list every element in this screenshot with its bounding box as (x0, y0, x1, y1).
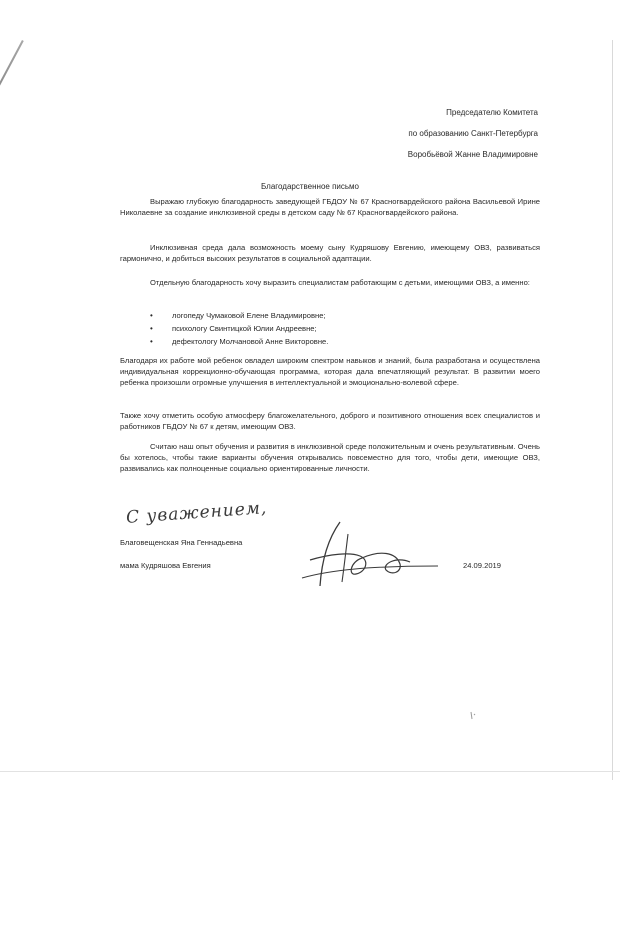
handwritten-signature (300, 516, 440, 596)
specialists-list (150, 309, 510, 348)
letter-title: Благодарственное письмо (260, 182, 359, 191)
addressee-line: Воробьёвой Жанне Владимировне (407, 150, 538, 159)
handwritten-closing: С уважением, (125, 498, 268, 528)
paragraph-gratitude: Выражаю глубокую благодарность заведующей ГБДОУ № 67 Красногвардейского района Васильевой Ирине Николаевне за создание инклюзивной среды в детском саду № 67 Красногвардейского района. (120, 197, 540, 217)
list-item: • дефектологу Молчановой Анне Викторовне. (150, 335, 510, 348)
scan-speck (468, 710, 478, 722)
list-item: • логопеду Чумаковой Елене Владимировне; (150, 309, 510, 322)
paragraph-atmosphere: Также хочу отметить особую атмосферу благожелательного, доброго и позитивного отношения всех специалистов и работников ГБДОУ № 67 к детям, имеющим ОВЗ. (120, 411, 540, 431)
signer-role: мама Кудряшова Евгения (120, 561, 211, 570)
addressee-block (408, 102, 538, 165)
list-item: • психологу Свинтицкой Юлии Андреевне; (150, 322, 510, 335)
letter-date: 24.09.2019 (463, 561, 502, 570)
addressee-line: Председателю Комитета (446, 108, 538, 117)
signer-name: Благовещенская Яна Геннадьевна (120, 538, 243, 547)
scan-artifact-bottom-edge (0, 771, 620, 772)
paragraph-conclusion: Считаю наш опыт обучения и развития в инклюзивной среде положительным и очень результативным. Очень бы хотелось, чтобы такие варианты обучения открывались повсеместно для того, чтобы дети, имеющие ОВЗ, развивались как полноценные социально ориентированные личности. (120, 442, 540, 473)
addressee-line: по образованию Санкт-Петербурга (408, 129, 538, 138)
paragraph-results: Благодаря их работе мой ребенок овладел широким спектром навыков и знаний, была разработана и осуществлена индивидуальная коррекционно-обучающая программа, которая дала впечатляющий результат. В развитии моего ребенка произошли огромные улучшения в интеллектуальной и эмоционально-волевой сфере. (120, 356, 540, 387)
scan-artifact-edge (612, 40, 613, 780)
paragraph-specialists-intro: Отдельную благодарность хочу выразить специалистам работающим с детьми, имеющими ОВЗ, а именно: (150, 278, 530, 287)
paragraph-inclusive-environment: Инклюзивная среда дала возможность моему сыну Кудряшову Евгению, имеющему ОВЗ, развиваться гармонично, и добиться высоких результатов в социальной адаптации. (120, 243, 540, 263)
scan-artifact-line (0, 40, 24, 105)
